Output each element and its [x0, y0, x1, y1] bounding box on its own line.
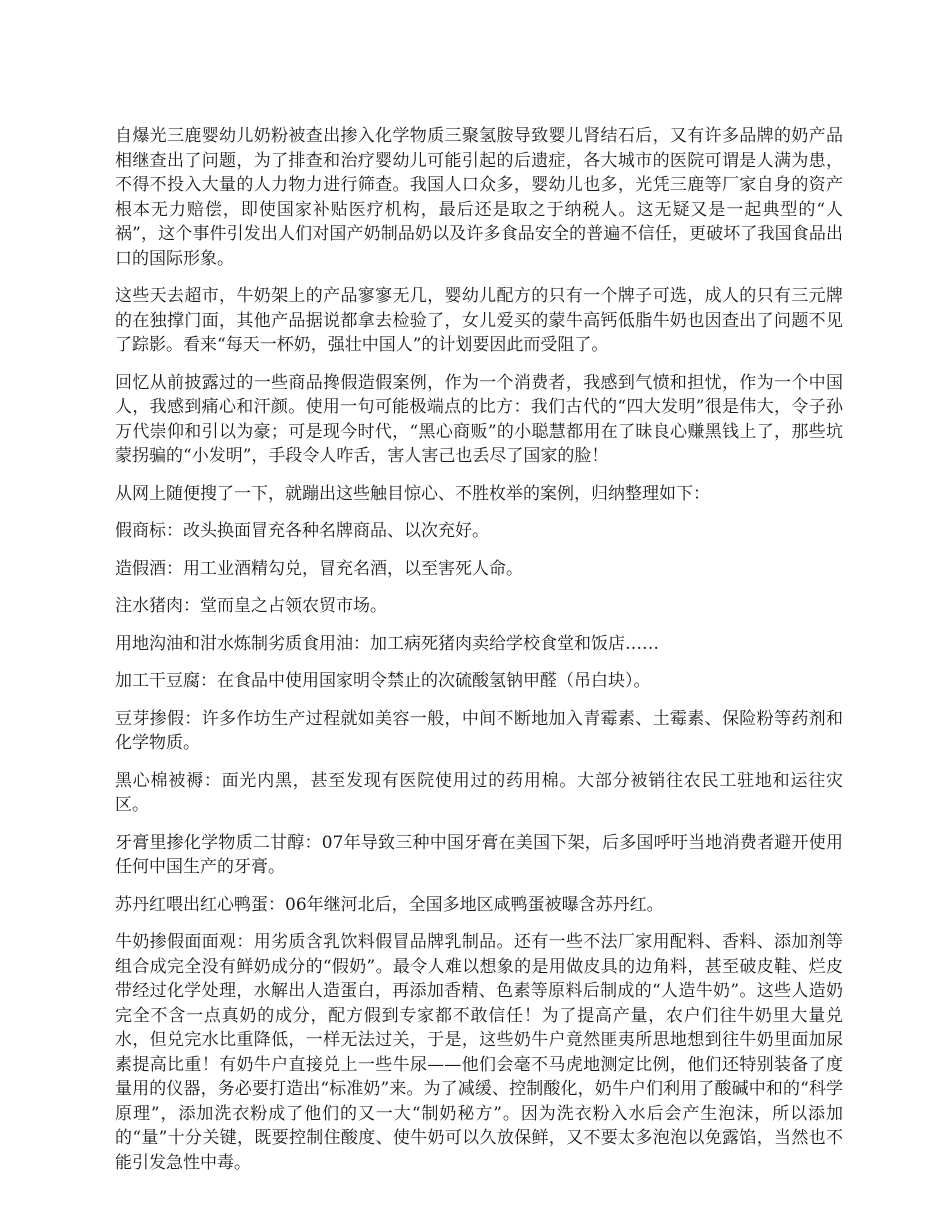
paragraph-gutter-oil: 用地沟油和泔水炼制劣质食用油：加工病死猪肉卖给学校食堂和饭店……: [115, 633, 659, 654]
paragraph-sudan-red: 苏丹红喂出红心鸭蛋：06年继河北后，全国多地区咸鸭蛋被曝含苏丹红。: [115, 894, 664, 915]
paragraph-toothpaste: 牙膏里掺化学物质二甘醇：07年导致三种中国牙膏在美国下架，后多国呼吁当地消费者避开使用任何中国生产的牙膏。: [115, 832, 843, 877]
paragraph-water-pork: 注水猪肉：堂而皇之占领农贸市场。: [115, 596, 387, 616]
paragraph-bean-sprouts: 豆芽掺假：许多作坊生产过程就如美容一般，中间不断地加入青霉素、土霉素、保险粉等药剂和化学物质。: [115, 708, 843, 753]
paragraph-reflection: 回忆从前披露过的一些商品搀假造假案例，作为一个消费者，我感到气愤和担忧，作为一个中国人，我感到痛心和汗颜。使用一句可能极端点的比方：我们古代的“四大发明”很是伟大，令子孙万代崇仰和引以为豪；可是现今时代，“黑心商贩”的小聪慧都用在了昧良心赚黑钱上了，那些坑蒙拐骗的“小发明”，手段令人咋舌，害人害己也丢尽了国家的脸！: [115, 372, 843, 466]
paragraph-supermarket: 这些天去超市，牛奶架上的产品寥寥无几，婴幼儿配方的只有一个牌子可选，成人的只有三元牌的在独撑门面，其他产品据说都拿去检验了，女儿爱买的蒙牛高钙低脂牛奶也因查出了问题不见了踪影。看来“每天一杯奶，强壮中国人”的计划要因此而受阻了。: [115, 286, 843, 355]
paragraph-milk: 牛奶掺假面面观：用劣质含乳饮料假冒品牌乳制品。还有一些不法厂家用配料、香料、添加剂等组合成完全没有鲜奶成分的“假奶”。最令人难以想象的是用做皮具的边角料，甚至破皮鞋、烂皮带经过化学处理，水解出人造蛋白，再添加香精、色素等原料后制成的“人造牛奶”。这些人造奶完全不含一点真奶的成分，配方假到专家都不敢信任！为了提高产量，农户们往牛奶里大量兑水，但兑完水比重降低，一样无法过关，于是，这些奶牛户竟然匪夷所思地想到往牛奶里面加尿素提高比重！有奶牛户直接兑上一些牛尿——他们会毫不马虎地测定比例，他们还特别装备了度量用的仪器，务必要打造出“标准奶”来。为了减缓、控制酸化，奶牛户们利用了酸碱中和的“科学原理”，添加洗衣粉成了他们的又一大“制奶秘方”。因为洗衣粉入水后会产生泡沫，所以添加的“量”十分关键，既要控制住酸度、使牛奶可以久放保鲜，又不要太多泡泡以免露馅，当然也不能引发急性中毒。: [115, 932, 843, 1173]
paragraph-fake-liquor: 造假酒：用工业酒精勾兑，冒充名酒，以至害死人命。: [115, 558, 523, 579]
paragraph-list-intro: 从网上随便搜了一下，就蹦出这些触目惊心、不胜枚举的案例，归纳整理如下：: [115, 483, 710, 504]
paragraph-fake-trademark: 假商标：改头换面冒充各种名牌商品、以次充好。: [115, 521, 489, 541]
paragraph-tofu: 加工干豆腐：在食品中使用国家明令禁止的次硫酸氢钠甲醛（吊白块）。: [115, 671, 651, 691]
document-body: [115, 124, 843, 1188]
paragraph-intro: 自爆光三鹿婴幼儿奶粉被查出掺入化学物质三聚氢胺导致婴儿肾结石后，又有许多品牌的奶产品相继查出了问题，为了排查和治疗婴幼儿可能引起的后遗症，各大城市的医院可谓是人满为患，不得不投入大量的人力物力进行筛查。我国人口众多，婴幼儿也多，光凭三鹿等厂家自身的资产根本无力赔偿，即使国家补贴医疗机构，最后还是取之于纳税人。这无疑又是一起典型的“人祸”，这个事件引发出人们对国产奶制品奶以及许多食品安全的普遍不信任，更破坏了我国食品出口的国际形象。: [115, 126, 843, 269]
paragraph-cotton: 黑心棉被褥：面光内黑，甚至发现有医院使用过的药用棉。大部分被销往农民工驻地和运往灾区。: [115, 770, 843, 815]
